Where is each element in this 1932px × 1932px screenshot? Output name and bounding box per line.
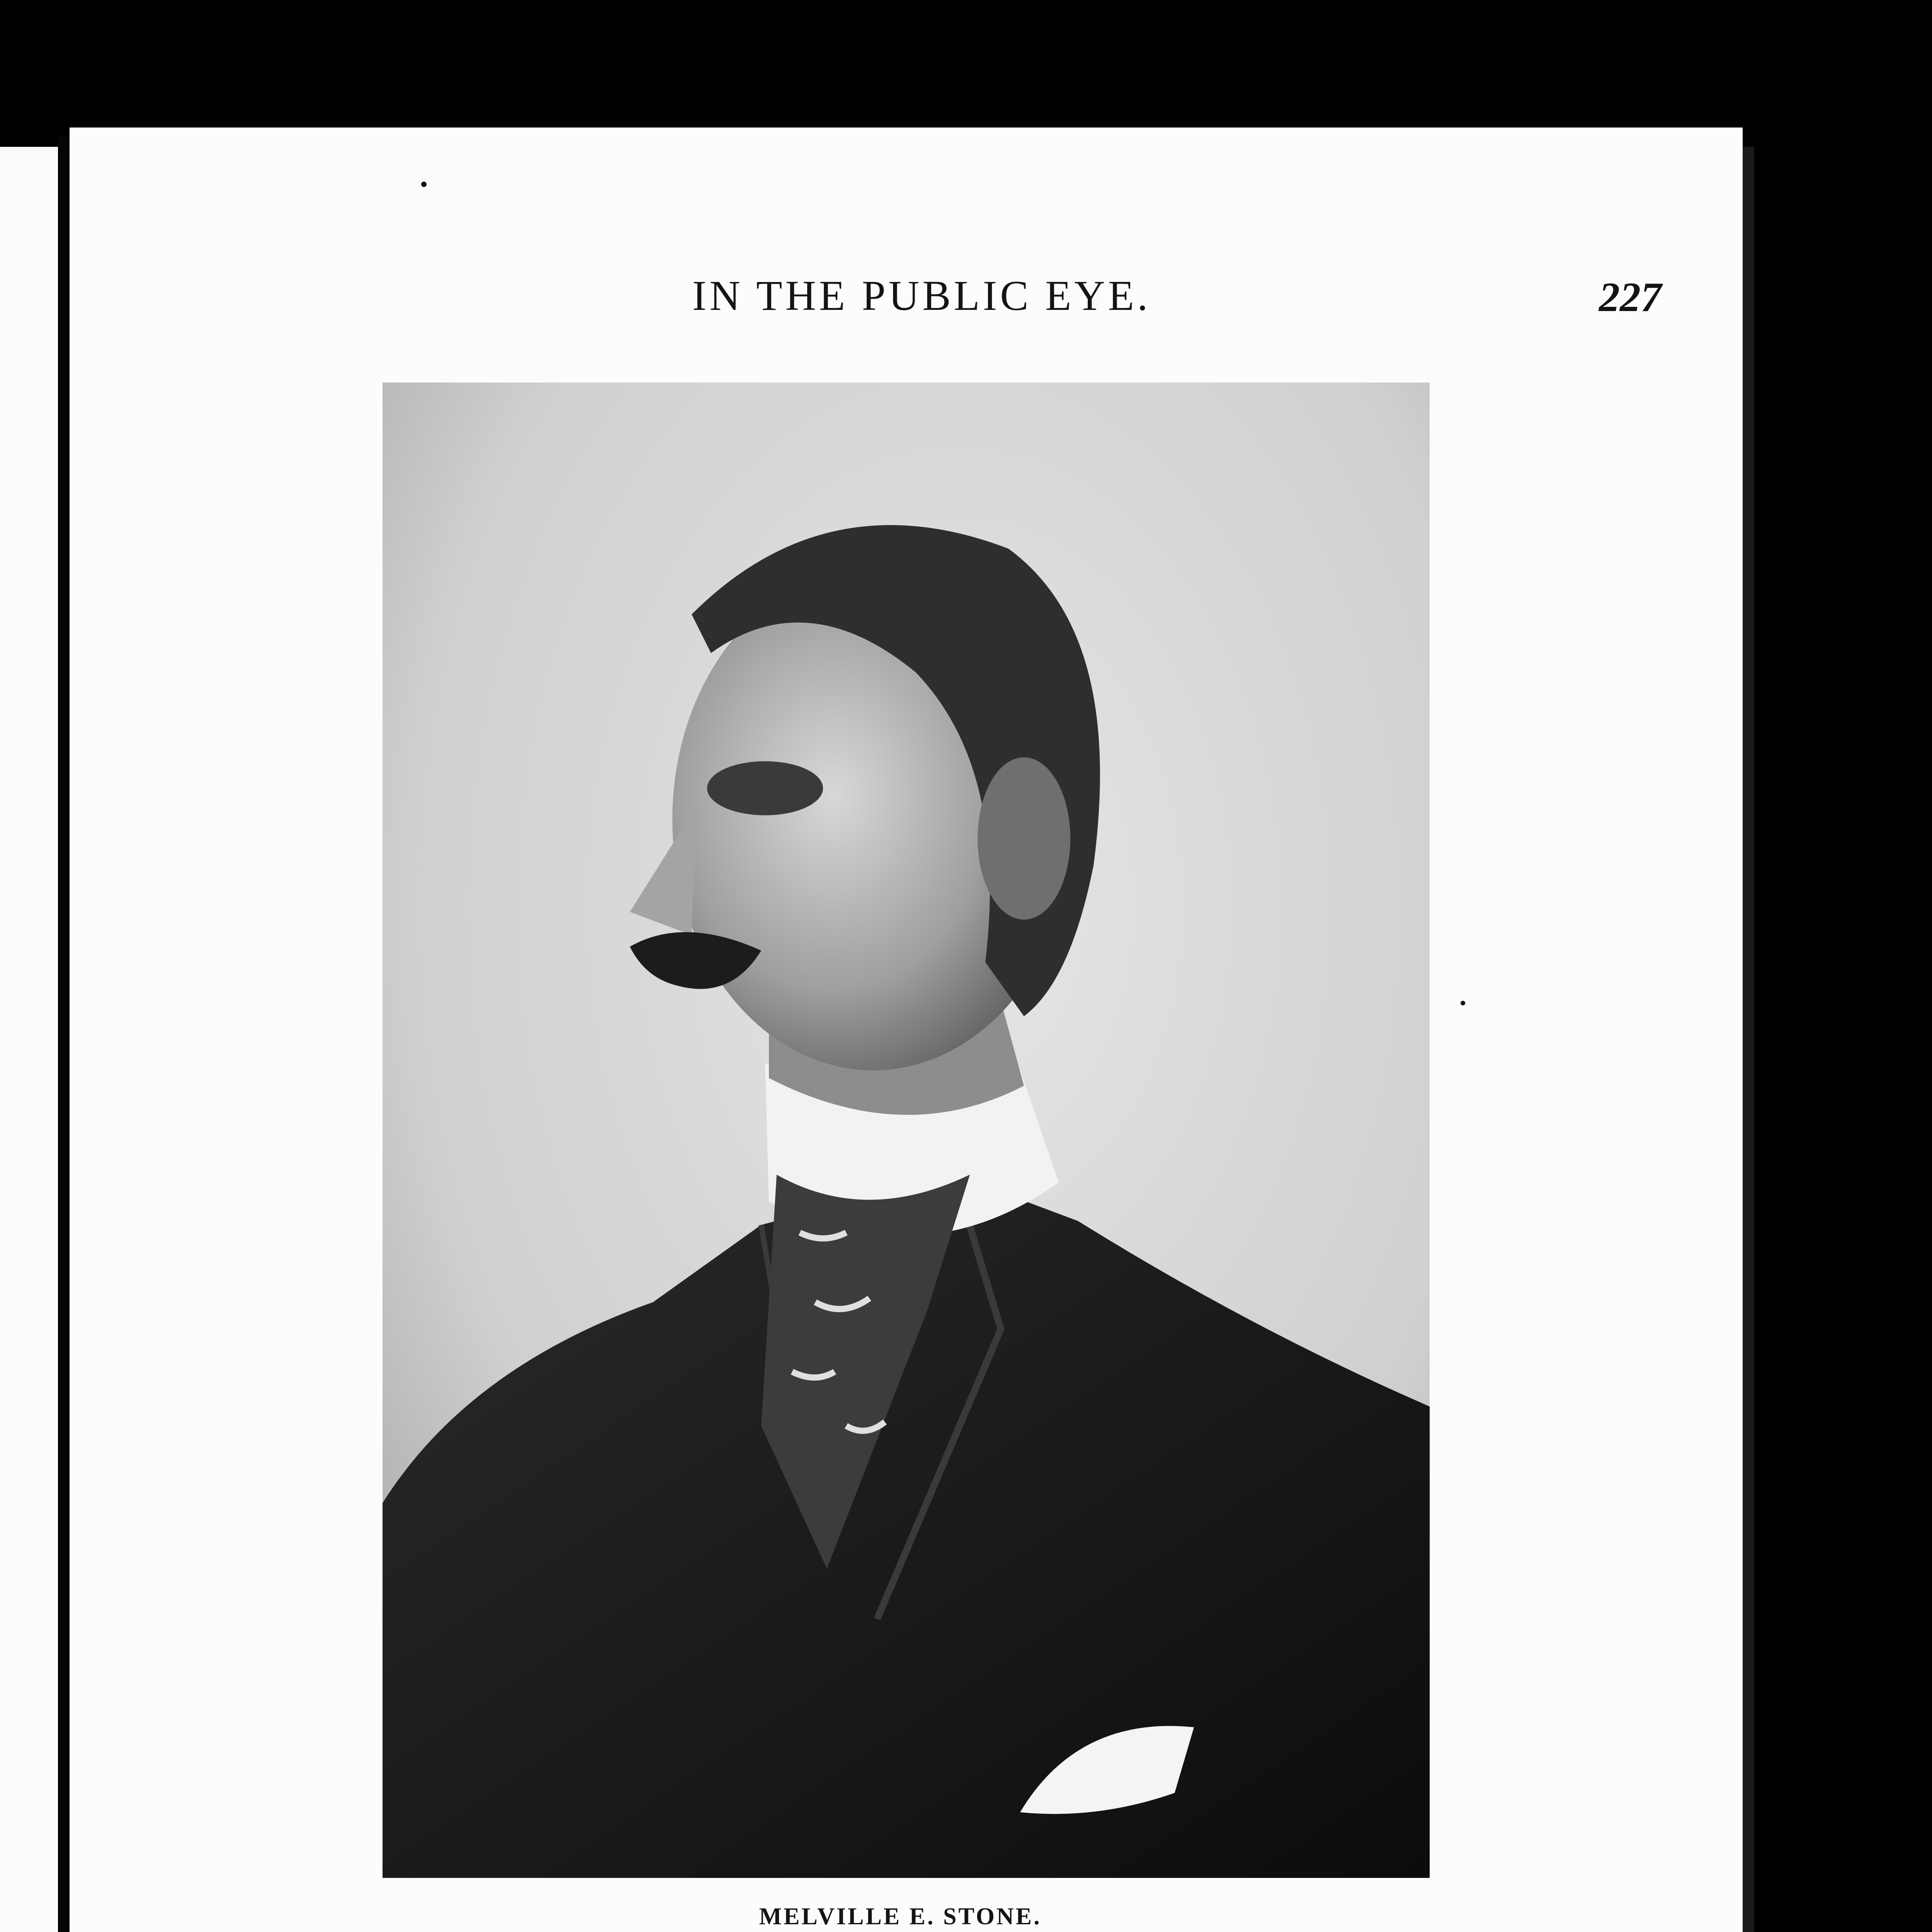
portrait-photograph [383, 383, 1430, 1878]
running-head: IN THE PUBLIC EYE. [692, 272, 1151, 319]
book-gutter [58, 135, 70, 1932]
facing-page-edge [0, 147, 58, 1932]
photo-caption-name: MELVILLE E. STONE. [759, 1903, 1042, 1930]
page-edge-shadow [1743, 147, 1754, 1932]
page-number: 227 [1599, 274, 1662, 320]
portrait-image [383, 383, 1430, 1878]
magazine-page [70, 128, 1743, 1932]
